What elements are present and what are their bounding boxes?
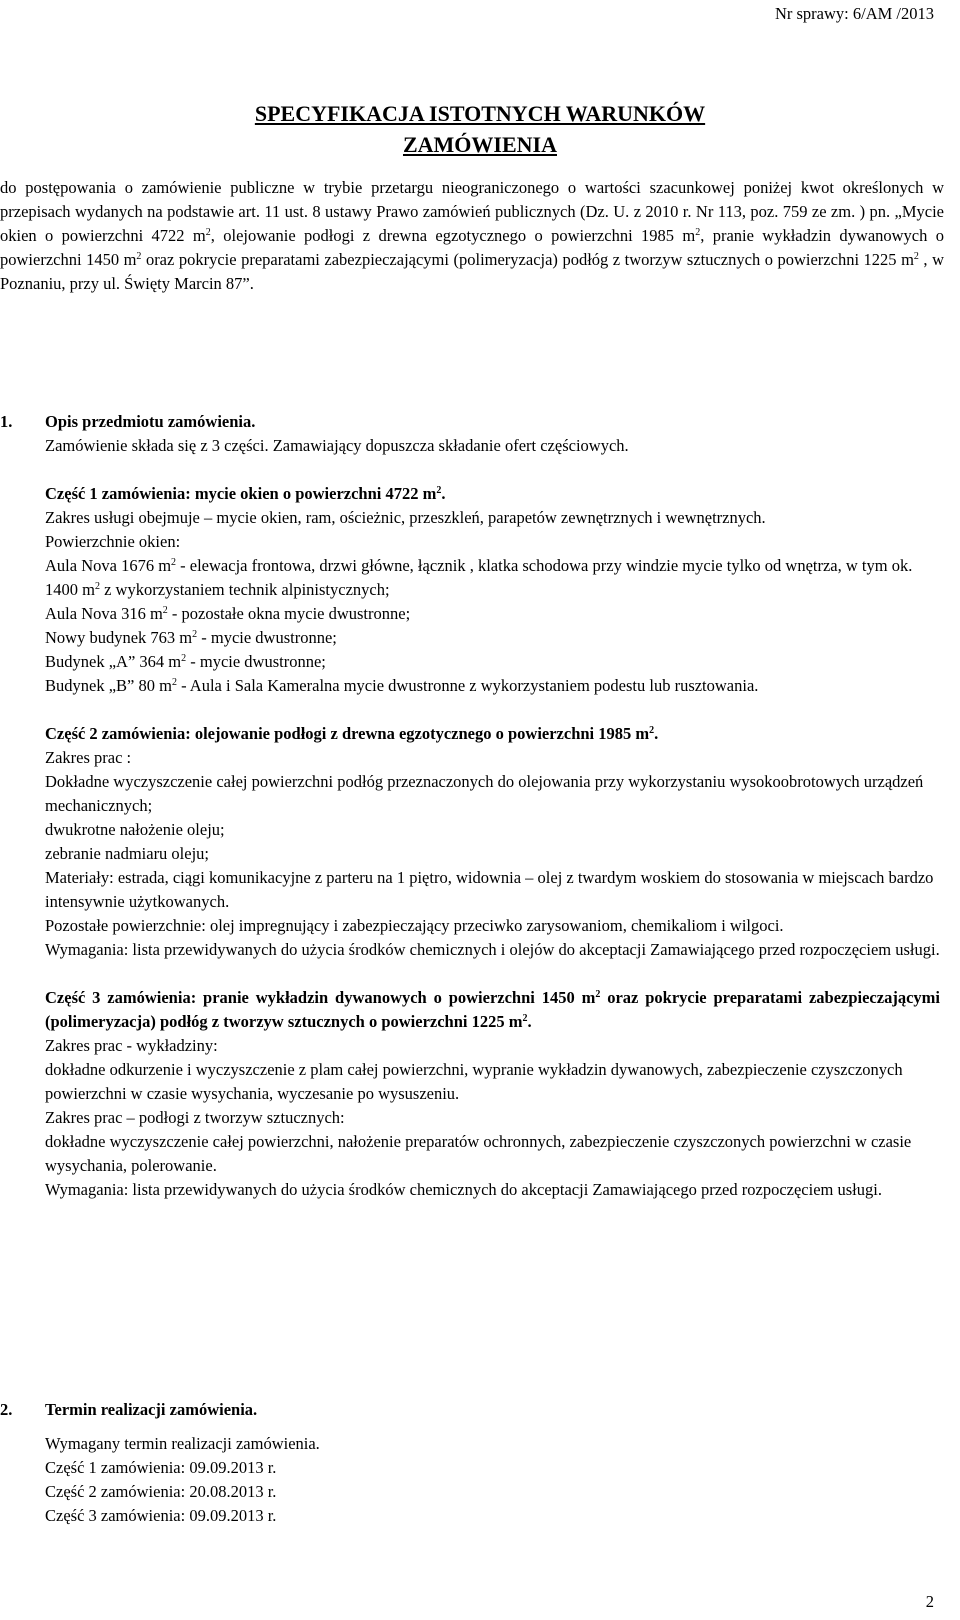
part-3-line-1: dokładne odkurzenie i wyczyszczenie z plam całej powierzchni, wypranie wykładzin dywanowych, zabezpieczenie czyszczonych powierzchni w czasie wysychania, wyczesanie po wysuszeniu. (45, 1060, 903, 1103)
part-3-line-2: dokładne wyczyszczenie całej powierzchni, nałożenie preparatów ochronnych, zabezpieczenie czyszczonych powierzchni w czasie wysychania, polerowanie. (45, 1132, 912, 1175)
section-2-heading: 2. Termin realizacji zamówienia. (0, 1400, 258, 1419)
part-1-line-2: Aula Nova 316 $m^2$ - pozostałe okna mycie dwustronne; (45, 604, 411, 623)
part-1-line-1: Aula Nova 1676 $m^2$ - elewacja frontowa, drzwi główne, łącznik , klatka schodowa przy windzie mycie tylko od wnętrza, w tym ok. 1400 $m^2$ z wykorzystaniem technik alpinistycznych; (45, 556, 913, 599)
title-line-1: SPECYFIKACJA ISTOTNYCH WARUNKÓW (254, 101, 706, 126)
part-1-line-3: Nowy budynek 763 $m^2$ - mycie dwustronne; (45, 628, 337, 647)
deadline-part-3: Część 3 zamówienia: 09.09.2013 r. (45, 1506, 277, 1525)
part-2-line-2: dwukrotne nałożenie oleju; (45, 820, 225, 839)
section-1-intro: Zamówienie składa się z 3 części. Zamawiający dopuszcza składanie ofert częściowych. (45, 436, 629, 455)
section-1-body (45, 434, 940, 1202)
intro-paragraph: do postępowania o zamówienie publiczne w trybie przetargu nieograniczonego o wartości szacunkowej poniżej kwot określonych w przepisach wydanych na podstawie art. 11 ust. 8 ustawy Prawo zamówień publicznych (Dz. U. z 2010 r. Nr 113, poz. 759 ze zm. ) pn. „Mycie okien o powierzchni 4722 $m^2$, olejowanie podłogi z drewna egzotycznego o powierzchni 1985 $m^2$, pranie wykładzin dywanowych o powierzchni 1450 $m^2$ oraz pokrycie preparatami zabezpieczającymi (polimeryzacja) podłóg z tworzyw sztucznych o powierzchni 1225 $m^2$ , w Poznaniu, przy ul. Święty Marcin 87”. (0, 178, 944, 293)
title-line-2: ZAMÓWIENIA (402, 132, 557, 157)
part-3-heading: Część 3 zamówienia: pranie wykładzin dywanowych o powierzchni 1450 $m^2$ oraz pokrycie preparatami zabezpieczającymi (polimeryzacja) podłóg z tworzyw sztucznych o powierzchni 1225 $m^2$. (45, 988, 940, 1031)
section-2-body (45, 1432, 940, 1528)
part-3-line-3: Wymagania: lista przewidywanych do użycia środków chemicznych do akceptacji Zamawiającego przed rozpoczęciem usługi. (45, 1180, 882, 1199)
case-number: Nr sprawy: 6/AM /2013 (774, 4, 934, 23)
part-1-heading: Część 1 zamówienia: mycie okien o powierzchni 4722 $m^2$. (45, 484, 446, 503)
deadline-part-1: Część 1 zamówienia: 09.09.2013 r. (45, 1458, 277, 1477)
part-2-line-3: zebranie nadmiaru oleju; (45, 844, 210, 863)
deadline-part-2: Część 2 zamówienia: 20.08.2013 r. (45, 1482, 277, 1501)
part-2-line-4: Materiały: estrada, ciągi komunikacyjne z parteru na 1 piętro, widownia – olej z twardym woskiem do stosowania w miejscach bardzo intensywnie użytkowanych. (45, 868, 934, 911)
deadline-intro: Wymagany termin realizacji zamówienia. (45, 1434, 320, 1453)
part-3-floor-label: Zakres prac – podłogi z tworzyw sztucznych: (45, 1108, 345, 1127)
part-3-carpet-label: Zakres prac - wykładziny: (45, 1036, 218, 1055)
part-1-scope: Zakres usługi obejmuje – mycie okien, ram, ościeżnic, przeszkleń, parapetów zewnętrznych i wewnętrznych. (45, 508, 766, 527)
part-1-line-4: Budynek „A” 364 $m^2$ - mycie dwustronne; (45, 652, 326, 671)
part-2-line-5: Pozostałe powierzchnie: olej impregnujący i zabezpieczający przeciwko zarysowaniom, chemikaliom i wilgoci. (45, 916, 784, 935)
part-1-surfaces-label: Powierzchnie okien: (45, 532, 181, 551)
document-title (0, 98, 960, 160)
part-1-line-5: Budynek „B” 80 $m^2$ - Aula i Sala Kameralna mycie dwustronne z wykorzystaniem podestu lub rusztowania. (45, 676, 759, 695)
page-number: 2 (925, 1592, 934, 1611)
part-2-line-6: Wymagania: lista przewidywanych do użycia środków chemicznych i olejów do akceptacji Zamawiającego przed rozpoczęciem usługi. (45, 940, 940, 959)
part-2-heading: Część 2 zamówienia: olejowanie podłogi z drewna egzotycznego o powierzchni 1985 $m^2$. (45, 724, 659, 743)
part-2-scope-label: Zakres prac : (45, 748, 132, 767)
part-2-line-1: Dokładne wyczyszczenie całej powierzchni podłóg przeznaczonych do olejowania przy wykorzystaniu wysokoobrotowych urządzeń mechanicznych; (45, 772, 924, 815)
section-1-heading: 1. Opis przedmiotu zamówienia. (0, 412, 256, 431)
